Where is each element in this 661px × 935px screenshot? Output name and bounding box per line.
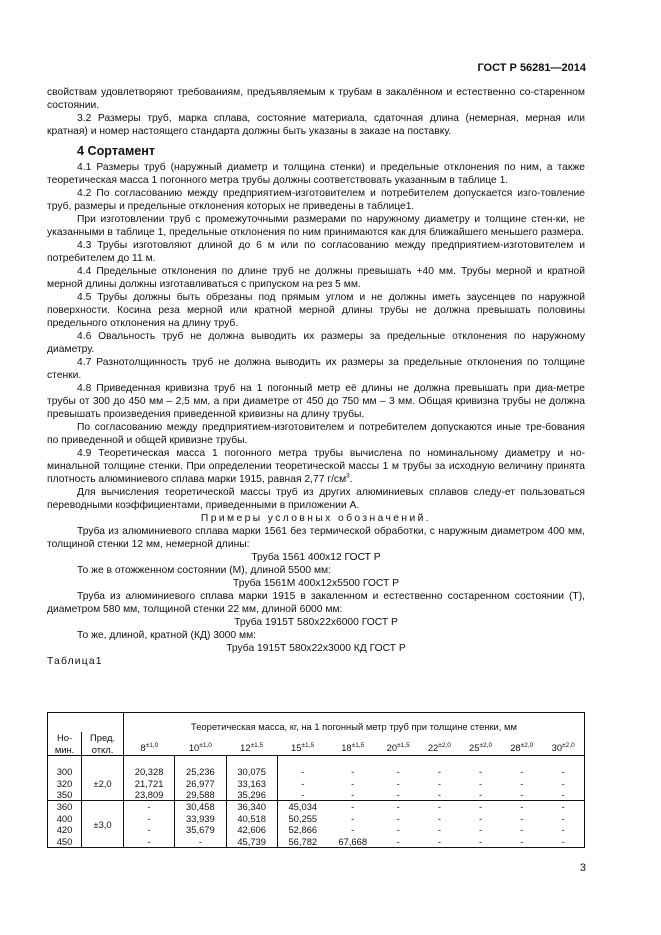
column-header-thickness: [277, 732, 328, 755]
column-header-thickness: [328, 732, 378, 755]
thickness-tolerance: ±1,5: [397, 741, 410, 749]
mass-value: -: [396, 824, 400, 836]
mass-value: -: [437, 812, 441, 824]
value-cell: [123, 801, 174, 848]
example-designation: Труба 1561 400х12 ГОСТ Р: [251, 552, 381, 563]
thickness-value: 18: [341, 741, 352, 753]
value-cell: [226, 756, 277, 801]
mass-value: -: [479, 812, 483, 824]
diameter-value: 420: [56, 824, 73, 836]
mass-value: 42,606: [237, 824, 266, 836]
example-designation: Труба 1915Т 580х22х6000 ГОСТ Р: [234, 617, 398, 628]
paragraph: 4.8 Приведенная кривизна труб на 1 погонный метр её длины не должна превышать при диа-метре трубы от 300 до 450 мм – 2,5 мм, а при диаметре от 450 до 750 мм – 3 мм. Общая кривизна трубы не должна превышать произведения приведенной кривизны на длину трубы.: [47, 383, 585, 420]
mass-value: -: [561, 777, 565, 789]
superscript: 3: [346, 472, 350, 480]
table-row: [48, 801, 585, 848]
thickness-value: 25: [469, 741, 480, 753]
paragraph: По согласованию между предприятием-изготовителем и потребителем допускаются иные тре-бования по приведенной и общей кривизне трубы.: [47, 422, 585, 446]
mass-value: -: [351, 766, 355, 778]
example-designation: Труба 1561М 400х12х5500 ГОСТ Р: [233, 578, 399, 589]
mass-value: -: [147, 801, 151, 813]
header-line: Пред.: [90, 732, 116, 744]
mass-value: -: [520, 835, 524, 847]
thickness-value: 12: [240, 741, 251, 753]
paragraph: При изготовлении труб с промежуточными размерами по наружному диаметру и толщине стен-ки, не указанными в таблице 1, предельные отклонения по ним принимаются как для ближайшего меньшего размера.: [47, 214, 585, 238]
examples-title: Примеры условных обозначений.: [200, 513, 432, 524]
paragraph: Для вычисления теоретической массы труб из других алюминиевых сплавов следу-ет пользоваться переводными коэффициентами, приведенными в приложении А.: [47, 487, 585, 511]
thickness-tolerance: ±1,5: [351, 741, 365, 749]
mass-value: 23,809: [134, 789, 164, 801]
value-cell: [328, 801, 378, 848]
mass-value: -: [396, 835, 400, 847]
column-header-thickness: [226, 732, 277, 755]
mass-value: 45,034: [288, 801, 318, 813]
thickness-tolerance: ±1,5: [301, 741, 315, 749]
paragraph-text: .: [349, 474, 353, 485]
mass-value: -: [437, 789, 441, 801]
thickness-tolerance: ±1,0: [145, 741, 159, 749]
thickness-tolerance: ±2,0: [438, 741, 451, 749]
paragraph-text: 4.9 Теоретическая масса 1 погонного метра трубы вычислена по номинальному диаметру и но-минальной толщине стенки. При определении теоретической массы 1 м трубы за исходную величину принята плотность алюминиевого сплава марки 1915, равная 2,77 г/см: [47, 448, 585, 485]
thickness-value: 28: [510, 741, 521, 753]
value-cell: [460, 801, 501, 848]
column-header-thickness: [501, 732, 542, 755]
paragraph: свойствам удовлетворяют требованиям, предъявляемым к трубам в закалённом и естественно со-старенном состоянии.: [47, 87, 585, 111]
mass-value: -: [437, 766, 441, 778]
mass-value: 40,518: [237, 812, 266, 824]
diameter-cell: [48, 756, 82, 801]
table-header-row: [48, 732, 585, 755]
mass-value: -: [561, 766, 565, 778]
mass-value: -: [479, 777, 483, 789]
mass-value: -: [561, 789, 565, 801]
mass-value: -: [561, 835, 565, 847]
column-header-thickness: [419, 732, 460, 755]
mass-value: -: [520, 766, 524, 778]
value-cell: [501, 756, 542, 801]
value-cell: [277, 801, 328, 848]
mass-value: -: [396, 789, 400, 801]
mass-value: -: [520, 812, 524, 824]
thickness-value: 15: [291, 741, 302, 753]
table-caption: Таблица1: [47, 656, 103, 667]
table-span-header: Теоретическая масса, кг, на 1 погонный метр труб при толщине стенки, мм: [191, 721, 517, 732]
mass-value: -: [396, 812, 400, 824]
thickness-tolerance: ±1,0: [199, 741, 212, 749]
mass-value: 67,668: [338, 835, 368, 847]
table-header-cell: [48, 713, 124, 733]
mass-value: -: [520, 801, 524, 813]
value-cell: [175, 801, 226, 848]
example-text: То же в отожженном состоянии (М), длиной 5500 мм:: [77, 565, 331, 576]
value-cell: [419, 756, 460, 801]
mass-value: 20,328: [134, 766, 164, 778]
column-header-thickness: [542, 732, 584, 755]
value-cell: [226, 801, 277, 848]
value-cell: [378, 801, 419, 848]
mass-value: 29,588: [186, 789, 215, 801]
diameter-value: 400: [56, 812, 73, 824]
value-cell: [501, 801, 542, 848]
example-text: Труба из алюминиевого сплава марки 1561 без термической обработки, с наружным диаметром 400 мм, толщиной стенки 12 мм, немерной длины:: [47, 526, 585, 550]
thickness-value: 22: [427, 741, 439, 753]
mass-value: 33,939: [186, 812, 215, 824]
value-cell: [542, 801, 584, 848]
value-cell: [378, 756, 419, 801]
mass-value: 52,866: [288, 824, 318, 836]
mass-value: 35,296: [237, 789, 266, 801]
tolerance-cell: ±2,0: [82, 756, 124, 801]
mass-value: -: [396, 766, 400, 778]
thickness-tolerance: ±2,0: [562, 741, 575, 749]
mass-value: -: [437, 835, 441, 847]
mass-value: -: [396, 801, 400, 813]
value-cell: [175, 756, 226, 801]
document-body: [47, 86, 585, 668]
mass-value: -: [479, 789, 483, 801]
example-text: То же, длиной, кратной (КД) 3000 мм:: [77, 630, 257, 641]
mass-value: 50,255: [288, 812, 318, 824]
table-1: [47, 712, 585, 848]
mass-value: 25,236: [186, 766, 215, 778]
mass-value: -: [301, 766, 305, 778]
column-header-diameter: [48, 732, 82, 755]
mass-value: -: [351, 812, 355, 824]
section-heading: 4 Сортамент: [77, 144, 156, 158]
paragraph: 4.4 Предельные отклонения по длине труб не должны превышать +40 мм. Трубы мерной и кратной мерной длины должны изготавливаться с припуском на рез 5 мм.: [47, 266, 585, 290]
value-cell: [277, 756, 328, 801]
mass-value: -: [437, 801, 441, 813]
diameter-value: 450: [56, 835, 73, 847]
mass-value: 30,075: [237, 766, 266, 778]
mass-value: -: [351, 824, 355, 836]
mass-value: 35,679: [186, 824, 215, 836]
mass-value: -: [301, 789, 305, 801]
paragraph: 4.1 Размеры труб (наружный диаметр и толщина стенки) и предельные отклонения по ним, а также теоретическая масса 1 погонного метра трубы должны соответствовать указанным в таблице 1.: [47, 162, 585, 186]
header-line: откл.: [91, 743, 114, 755]
column-header-thickness: [460, 732, 501, 755]
thickness-tolerance: ±2,0: [479, 741, 493, 749]
column-header-thickness: [123, 732, 174, 755]
mass-value: -: [437, 824, 441, 836]
paragraph: 4.3 Трубы изготовляют длиной до 6 м или по согласованию между предприятием-изготовителем и потребителем до 11 м.: [47, 240, 585, 264]
value-cell: [542, 756, 584, 801]
mass-value: 36,340: [237, 801, 266, 813]
example-designation: Труба 1915Т 580х22х3000 КД ГОСТ Р: [226, 643, 406, 654]
paragraph: 3.2 Размеры труб, марка сплава, состояние материала, сдаточная длина (немерная, мерная или кратная) и номер настоящего стандарта должны быть указаны в заказе на поставку.: [47, 113, 585, 137]
mass-value: -: [479, 835, 483, 847]
diameter-cell: [48, 801, 82, 848]
mass-value: -: [520, 824, 524, 836]
diameter-value: 350: [56, 789, 73, 801]
mass-value: -: [479, 824, 483, 836]
thickness-tolerance: ±2,0: [520, 741, 534, 749]
thickness-value: 20: [386, 741, 398, 753]
table-row: [48, 756, 585, 801]
page-number: 3: [579, 862, 586, 874]
mass-value: -: [396, 777, 400, 789]
value-cell: [328, 756, 378, 801]
mass-value: -: [520, 789, 524, 801]
value-cell: [460, 756, 501, 801]
diameter-value: 320: [56, 777, 73, 789]
mass-value: 21,721: [134, 777, 164, 789]
paragraph: [47, 447, 585, 486]
mass-value: -: [351, 777, 355, 789]
mass-value: -: [561, 824, 565, 836]
paragraph: 4.6 Овальность труб не должна выводить их размеры за предельные отклонения по наружному диаметру.: [47, 331, 585, 355]
mass-value: -: [561, 812, 565, 824]
document-code-header: ГОСТ Р 56281—2014: [477, 62, 586, 74]
mass-value: -: [198, 835, 202, 847]
paragraph: 4.7 Разнотолщинность труб не должна выводить их размеры за предельные отклонения по толщине стенки.: [47, 357, 585, 381]
mass-value: -: [147, 812, 151, 824]
table-header-row: [48, 713, 585, 733]
header-line: Но-: [56, 732, 73, 744]
mass-value: 26,977: [186, 777, 215, 789]
header-line: мин.: [54, 743, 75, 755]
example-text: Труба из алюминиевого сплава марки 1915 в закаленном и естественно состаренном состоянии (Т), диаметром 580 мм, толщиной стенки 22 мм, длиной 6000 мм:: [47, 591, 585, 615]
mass-value: 33,163: [237, 777, 266, 789]
tolerance-cell: ±3,0: [82, 801, 124, 848]
paragraph: 4.5 Трубы должны быть обрезаны под прямым углом и не должны иметь заусенцев по наружной поверхности. Косина реза мерной или кратной мерной длины трубы не должна превышать половины предельного отклонения на длину труб.: [47, 292, 585, 329]
mass-value: -: [561, 801, 565, 813]
mass-value: 30,458: [186, 801, 215, 813]
thickness-value: 30: [551, 741, 563, 753]
mass-value: 56,782: [288, 835, 318, 847]
mass-value: -: [520, 777, 524, 789]
column-header-thickness: [175, 732, 226, 755]
value-cell: [123, 756, 174, 801]
mass-value: -: [351, 801, 355, 813]
mass-value: -: [351, 789, 355, 801]
thickness-value: 8: [140, 741, 146, 753]
mass-value: 45,739: [237, 835, 266, 847]
paragraph: 4.2 По согласованию между предприятием-изготовителем и потребителем допускается изго-товление труб, размеры и предельные отклонения которых не приведены в таблице1.: [47, 188, 585, 212]
value-cell: [419, 801, 460, 848]
mass-value: -: [479, 766, 483, 778]
column-header-tolerance: [82, 732, 124, 755]
mass-value: -: [301, 777, 305, 789]
diameter-value: 300: [56, 766, 73, 778]
thickness-tolerance: ±1,5: [250, 741, 264, 749]
mass-value: -: [479, 801, 483, 813]
column-header-thickness: [378, 732, 419, 755]
diameter-value: 360: [56, 801, 73, 813]
mass-value: -: [437, 777, 441, 789]
thickness-value: 10: [188, 741, 200, 753]
mass-value: -: [147, 824, 151, 836]
mass-value: -: [147, 835, 151, 847]
